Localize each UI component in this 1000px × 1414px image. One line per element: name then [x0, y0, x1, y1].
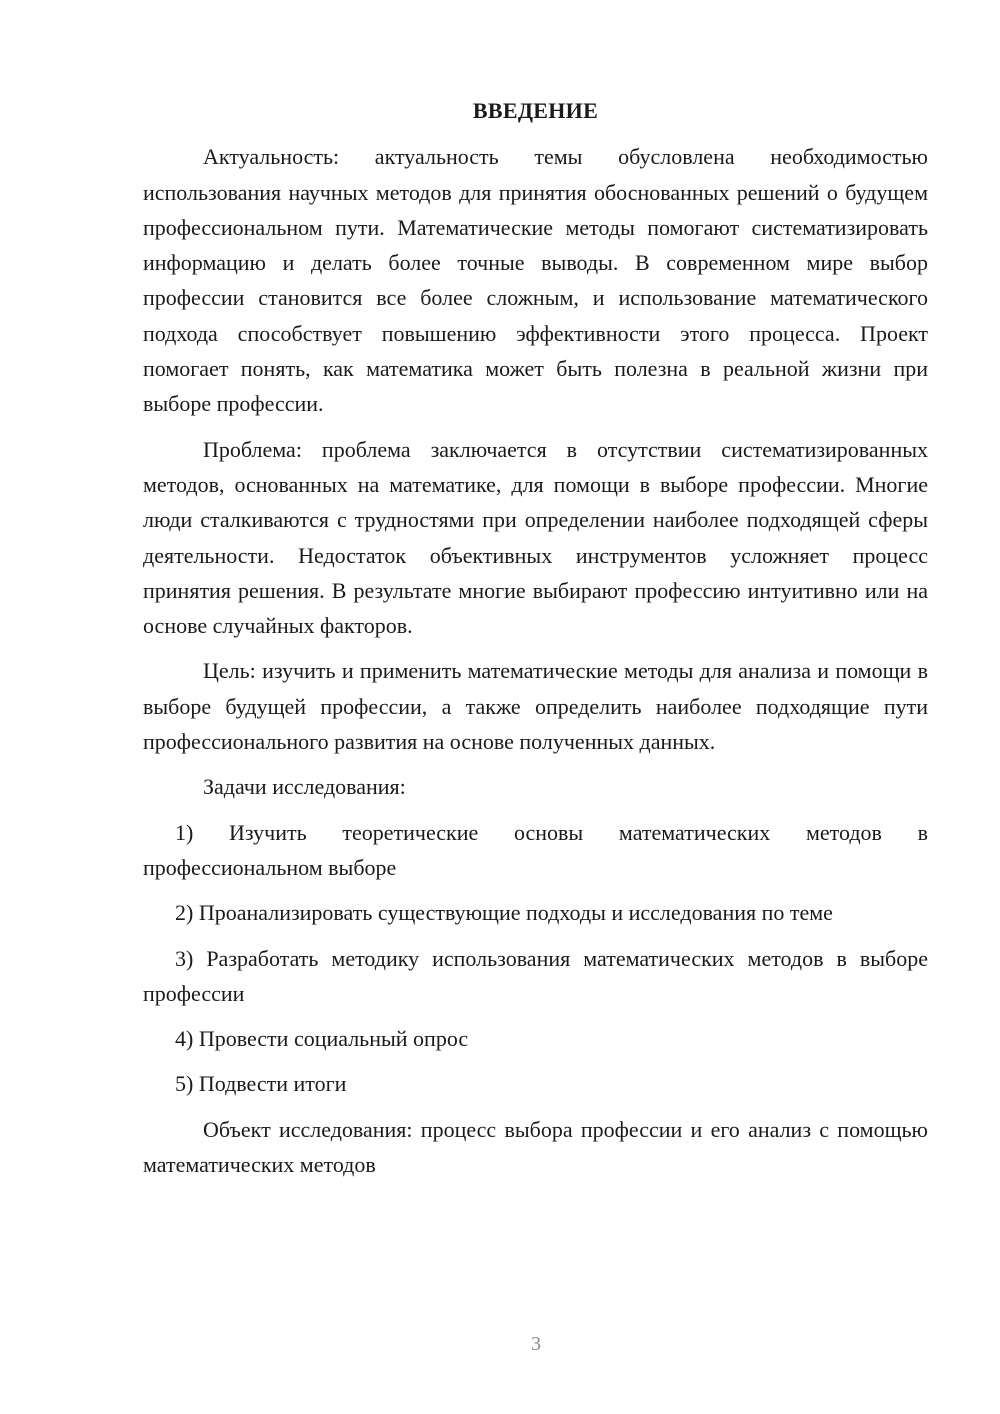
task-item-2: 2) Проанализировать существующие подходы и исследования по теме [175, 900, 833, 926]
task-item-4: 4) Провести социальный опрос [175, 1026, 469, 1052]
tasks-heading: Задачи исследования: [203, 774, 406, 800]
task-item-1: 1) Изучить теоретические основы математических методов в профессиональном выборе [143, 819, 928, 880]
paragraph-object: Объект исследования: процесс выбора профессии и его анализ с помощью математических методов [143, 1116, 928, 1178]
paragraph-goal: Цель: изучить и применить математические методы для анализа и помощи в выборе будущей профессии, а также определить наиболее подходящие пути профессионального развития на основе полученных данных. [143, 658, 928, 755]
page-number: 3 [531, 1333, 541, 1355]
paragraph-relevance: Актуальность: актуальность темы обусловлена необходимостью использования научных методов для принятия обоснованных решений о будущем профессиональном пути. Математические методы помогают систематизировать информацию и делать более точные выводы. В современном мире выбор профессии становится все более сложным, и использование математического подхода способствует повышению эффективности этого процесса. Проект помогает понять, как математика может быть полезна в реальной жизни при выборе профессии. [143, 144, 928, 417]
task-item-3: 3) Разработать методику использования математических методов в выборе профессии [143, 945, 928, 1006]
page-content [143, 93, 928, 1192]
section-title: ВВЕДЕНИЕ [472, 98, 599, 123]
task-item-5: 5) Подвести итоги [175, 1071, 347, 1097]
paragraph-problem: Проблема: проблема заключается в отсутствии систематизированных методов, основанных на математике, для помощи в выборе профессии. Многие люди сталкиваются с трудностями при определении наиболее подходящей сферы деятельности. Недостаток объективных инструментов усложняет процесс принятия решения. В результате многие выбирают профессию интуитивно или на основе случайных факторов. [143, 436, 928, 639]
